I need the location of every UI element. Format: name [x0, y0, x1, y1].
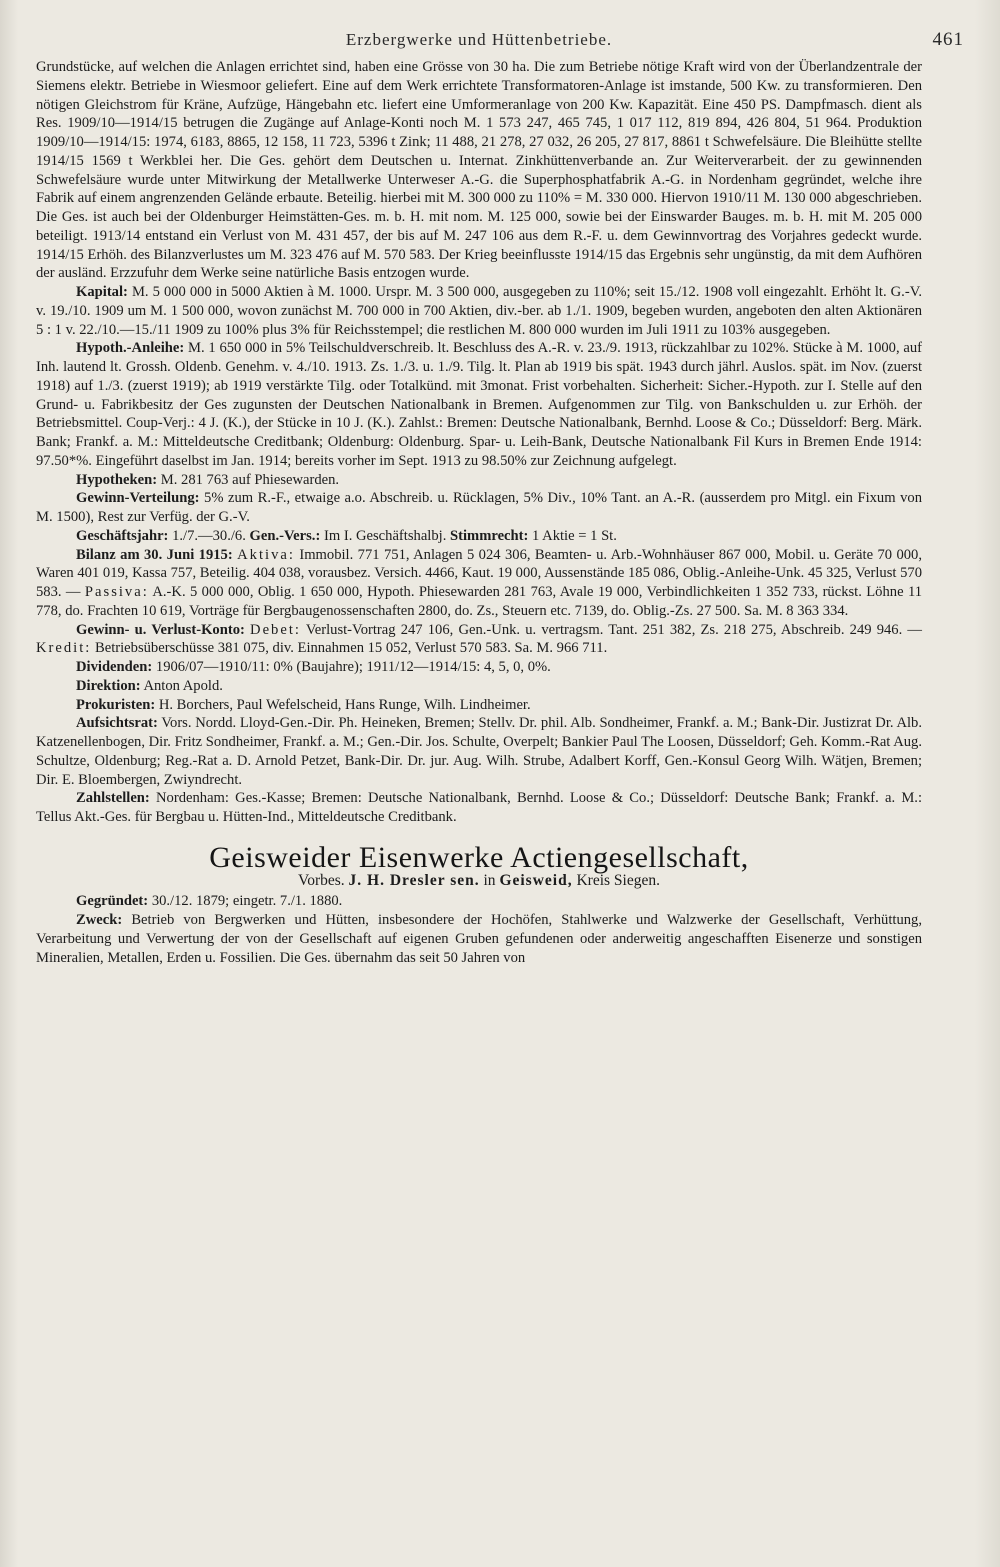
bilanz-passiva-text: A.-K. 5 000 000, Oblig. 1 650 000, Hypoth. Phiesewarden 281 763, Avale 19 000, Verbindlichkeiten 1 352 733, rückst. Löhne 11 778, do. Frachten 10 619, Vorträge für Bergbaugenossenschaften 2800, do. Zs., Steuern etc. 7139, do. Oblig.-Zs. 27 500. Sa. M. 8 363 334. — [36, 584, 922, 619]
zweck-label: Zweck: — [76, 912, 123, 928]
kapital-text: M. 5 000 000 in 5000 Aktien à M. 1000. Urspr. M. 3 500 000, ausgegeben zu 110%; seit 15./12. 1908 voll eingezahlt. Erhöht lt. G.-V. v. 19./10. 1909 um M. 1 500 000, wovon zunächst M. 700 000 in 700 Aktien, div.-ber. ab 1./1. 1909, begeben wurden, angeboten den alten Aktionären 5 : 1 v. 22./10.—15./11 1909 zu 100% plus 3% für Reichsstempel; die restlichen M. 800 000 wurden im Juli 1911 zu 103% ausgegeben. — [36, 284, 922, 338]
dividenden-text: 1906/07—1910/11: 0% (Baujahre); 1911/12—1914/15: 4, 5, 0, 0%. — [155, 659, 551, 675]
zweck-text: Betrieb von Bergwerken und Hütten, insbesondere der Hochöfen, Stahlwerke und Walzwerke der Gesellschaft, Verhüttung, Verarbeitung und Verwertung der von der Gesellschaft auf eigenen Gruben gefundenen oder anderweitig angeschafften Eisenerze und sonstigen Mineralien, Metallen, Erden u. Fossilien. Die Ges. übernahm das seit 50 Jahren von — [36, 912, 922, 966]
aufsichtsrat-label: Aufsichtsrat: — [76, 715, 158, 732]
intro-paragraph: Grundstücke, auf welchen die Anlagen errichtet sind, haben eine Grösse von 30 ha. Die zum Betriebe nötige Kraft wird von der Überlandzentrale der Siemens elektr. Betriebe in Wiesmoor geliefert. Eine auf dem Werk errichtete Transformatoren-Anlage ist imstande, 500 Kw. zu transformieren. Den nötigen Gleichstrom für Kräne, Aufzüge, Hängebahn etc. liefert eine Umformeranlage von 200 Kw. Kapazität. Eine 450 PS. Dampfmasch. dient als Res. 1909/10—1914/15 betrugen die Zugänge auf Anlage-Konti noch M. 1 573 247, 465 745, 1 017 112, 819 894, 426 804, 51 964. Produktion 1909/10—1914/15: 1974, 6183, 8865, 12 158, 11 723, 5396 t Zink; 11 488, 21 278, 27 032, 26 205, 27 817, 8861 t Schwefelsäure. Die Bleihütte stellte 1914/15 1569 t Werkblei her. Die Ges. gehört dem Deutschen u. Internat. Zinkhüttenverbande an. Zur Weiterverarbeit. der zu gewinnenden Schwefelsäure wurde unter Mitwirkung der Metallwerke Unterweser A.-G. die Superphosphatfabrik A.-G. in Nordenham gegründet, welche ihre Fabrik auf einem angrenzenden Gelände erbaute. Beteilig. hierbei mit M. 300 000 zu 110% = M. 330 000. Hiervon 1910/11 M. 130 000 abgeschrieben. Die Ges. ist auch bei der Oldenburger Heimstätten-Ges. m. b. H. mit nom. M. 125 000, sowie bei der Einswarder Bauges. m. b. H. mit M. 205 000 beteiligt. 1913/14 entstand ein Verlust von M. 431 457, der bis auf M. 247 106 aus dem R.-F. u. dem Gewinnvortrag des Vorjahres gedeckt wurde. 1914/15 Erhöh. des Bilanzverlustes um M. 323 476 auf M. 570 583. Der Krieg beeinflusste 1914/15 das Ergebnis sehr ungünstig, da mit dem Aufhören der ausländ. Erzzufuhr dem Werke seine natürliche Basis entzogen wurde. — [36, 59, 922, 282]
direktion-label: Direktion: — [76, 677, 141, 694]
stimmrecht-label: Stimmrecht: — [450, 527, 529, 544]
zahlstellen-label: Zahlstellen: — [76, 790, 150, 807]
gegruendet-paragraph — [36, 892, 922, 911]
hypotheken-paragraph — [36, 471, 922, 490]
direktion-text: Anton Apold. — [143, 677, 223, 694]
prokuristen-label: Prokuristen: — [76, 696, 156, 713]
aufsichtsrat-text: Vors. Nordd. Lloyd-Gen.-Dir. Ph. Heineken, Bremen; Stellv. Dr. phil. Alb. Sondheimer, Frankf. a. M.; Bank-Dir. Justizrat Dr. Alb. Katzenellenbogen, Dir. Fritz Sondheimer, Frankf. a. M.; Gen.-Dir. Jos. Schulte, Overpelt; Bankier Paul The Loosen, Düsseldorf; Geh. Komm.-Rat Aug. Schultze, Oldenburg; Reg.-Rat a. D. Arnold Petzet, Bank-Dir. Dr. jur. Aug. Wilh. Strube, Adalbert Korff, Gen.-Konsul Georg Wilh. Wätjen, Bremen; Dir. E. Bloembergen, Zwiyndrecht. — [36, 715, 923, 788]
gen-vers-label: Gen.-Vers.: — [249, 527, 321, 544]
vorbes-suffix: Kreis Siegen. — [576, 871, 660, 889]
dividenden-label: Dividenden: — [76, 659, 153, 675]
zahlstellen-text: Nordenham: Ges.-Kasse; Bremen: Deutsche Nationalbank, Bernhd. Loose & Co.; Düsseldorf: Deutsche Bank; Frankf. a. M.: Tellus Akt.-Ges. für Bergbau u. Hütten-Ind., Mitteldeutsche Creditbank. — [36, 790, 922, 825]
vorbes-in: in — [483, 871, 496, 889]
gen-vers-text: Im I. Geschäftshalbj. — [323, 527, 447, 544]
vorbes-place: Geisweid, — [499, 871, 573, 889]
guv-kredit-word: Kredit: — [36, 640, 92, 657]
hypotheken-label: Hypotheken: — [76, 471, 158, 488]
geschaeftsjahr-text: 1./7.—30./6. — [172, 527, 246, 544]
bilanz-passiva-word: Passiva: — [84, 584, 149, 600]
guv-kredit-text: Betriebsüberschüsse 381 075, div. Einnahmen 15 052, Verlust 570 583. Sa. M. 966 711. — [95, 640, 608, 657]
dividenden-paragraph — [36, 658, 922, 677]
running-head — [36, 22, 964, 58]
running-head-title: Erzbergwerke und Hüttenbetriebe. — [345, 30, 613, 49]
gegruendet-text: 30./12. 1879; eingetr. 7./1. 1880. — [151, 893, 343, 910]
gewinn-verteilung-text: 5% zum R.-F., etwaige a.o. Abschreib. u. Rücklagen, 5% Div., 10% Tant. an A.-R. (ausserdem pro Mitgl. ein Fixum von M. 1500), Rest zur Verfüg. der G.-V. — [36, 490, 922, 525]
bilanz-aktiva-text: Immobil. 771 751, Anlagen 5 024 306, Beamten- u. Arb.-Wohnhäuser 867 000, Mobil. u. Geräte 70 000, Waren 401 019, Kassa 757, Beteilig. 404 038, vorausbez. Versich. 4466, Kaut. 19 000, Aussenstände 185 086, Oblig.-Anleihe-Unk. 45 325, Verlust 570 583. — — [36, 546, 923, 600]
gegruendet-label: Gegründet: — [76, 893, 149, 910]
geschaeftsjahr-paragraph — [36, 527, 922, 546]
kapital-label: Kapital: — [76, 284, 128, 300]
hypoth-anleihe-paragraph — [36, 339, 922, 470]
kapital-paragraph — [36, 283, 922, 339]
body-text — [36, 58, 922, 967]
guv-paragraph — [36, 621, 922, 659]
gewinn-verteilung-label: Gewinn-Verteilung: — [76, 490, 200, 507]
zahlstellen-paragraph — [36, 789, 922, 827]
aufsichtsrat-paragraph — [36, 714, 922, 789]
direktion-paragraph — [36, 677, 922, 696]
prokuristen-paragraph — [36, 696, 922, 715]
guv-debet-word: Debet: — [250, 621, 301, 638]
company-title: Geisweider Eisenwerke Actiengesellschaft, — [209, 840, 749, 874]
gewinn-verteilung-paragraph — [36, 489, 922, 527]
geschaeftsjahr-label: Geschäftsjahr: — [76, 527, 169, 544]
bilanz-aktiva-word: Aktiva: — [237, 546, 295, 563]
hypoth-anleihe-label: Hypoth.-Anleihe: — [76, 340, 185, 357]
bilanz-paragraph — [36, 546, 922, 621]
hypoth-anleihe-text: M. 1 650 000 in 5% Teilschuldverschreib. lt. Beschluss des A.-R. v. 23./9. 1913, rückzahlbar zu 102%. Stücke à M. 1000, auf Inh. lautend lt. Grossh. Oldenb. Genehm. v. 4./10. 1913. Zs. 1./3. u. 1./9. Tilg. lt. Plan ab 1919 bis spät. 1943 durch jährl. Auslos. spät. im Nov. (zuerst 1918) auf 1./3. (zuerst 1919); ab 1919 verstärkte Tilg. oder Totalkünd. mit 3monat. Frist vorbehalten. Sicherheit: Sicher.-Hypoth. zur I. Stelle auf den Grund- u. Fabrikbesitz der Ges zugunsten der Deutschen Nationalbank in Bremen. Aufgenommen zur Tilg. von Bankschulden u. zur Erhöh. der Betriebsmittel. Coup-Verj.: 4 J. (K.), der Stücke in 10 J. (K.). Zahlst.: Bremen: Deutsche Nationalbank, Bernhd. Loose & Co.; Düsseldorf: Berg. Märk. Bank; Frankf. a. M.: Mitteldeutsche Creditbank; Oldenburg: Oldenburg. Spar- u. Leih-Bank, Deutsche Nationalbank Fil Kurs in Bremen Ende 1914: 97.50*%. Eingeführt daselbst im Jan. 1914; bereits vorher im Sept. 1913 zu 98.50% zur Zeichnung aufgelegt. — [36, 340, 922, 469]
guv-label: Gewinn- u. Verlust-Konto: — [76, 621, 245, 638]
guv-debet-text: Verlust-Vortrag 247 106, Gen.-Unk. u. vertragsm. Tant. 251 382, Zs. 218 275, Abschreib. 249 946. — — [305, 621, 923, 638]
company-subtitle — [36, 872, 922, 891]
hypotheken-text: M. 281 763 auf Phiesewarden. — [160, 471, 340, 488]
zweck-paragraph — [36, 911, 922, 967]
vorbes-name: J. H. Dresler sen. — [348, 871, 480, 889]
prokuristen-text: H. Borchers, Paul Wefelscheid, Hans Runge, Wilh. Lindheimer. — [158, 696, 531, 713]
bilanz-label: Bilanz am 30. Juni 1915: — [76, 546, 233, 563]
vorbes-prefix: Vorbes. — [298, 871, 345, 889]
page-number: 461 — [932, 29, 964, 50]
stimmrecht-text: 1 Aktie = 1 St. — [532, 527, 617, 544]
